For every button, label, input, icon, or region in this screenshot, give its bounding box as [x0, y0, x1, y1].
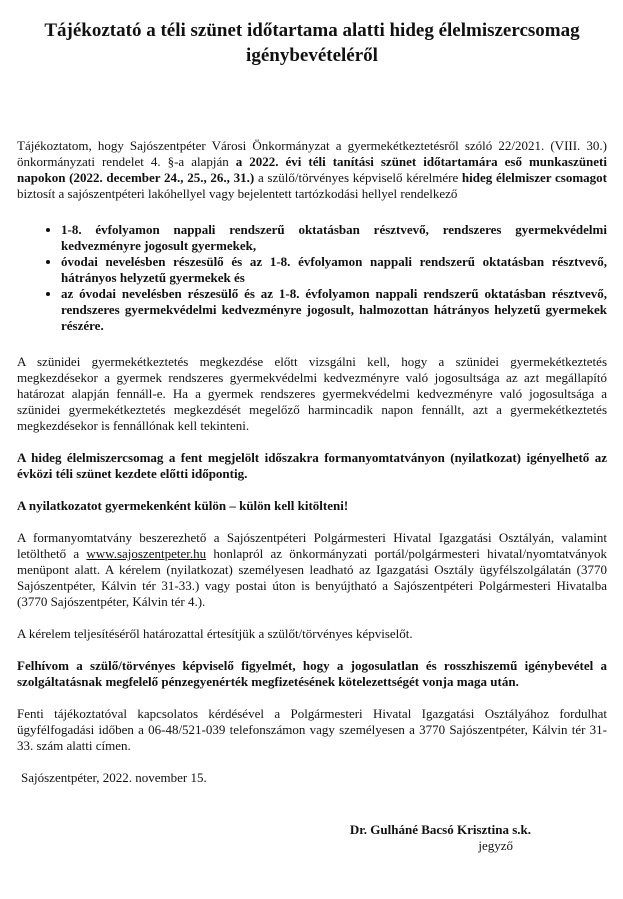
intro-text-3: biztosít a sajószentpéteri lakóhellyel vagy bejelentett tartózkodási hellyel rendelkező: [17, 186, 458, 201]
website-link[interactable]: www.sajoszentpeter.hu: [86, 546, 207, 561]
form-deadline-paragraph: [17, 450, 607, 482]
list-item: • 1-8. évfolyamon nappali rendszerű oktatásban résztvevő, rendszeres gyermekvédelmi kedvezményre jogosult gyermekek,: [61, 222, 607, 254]
document: [17, 18, 607, 854]
list-item: • az óvodai nevelésben részesülő és az 1-8. évfolyamon nappali rendszerű oktatásban résztvevő, rendszeres gyermekvédelmi kedvezményre jogosult, halmozottan hátrányos helyzetű gyermekek részére.: [61, 286, 607, 334]
obtain-form-paragraph: [17, 530, 607, 610]
per-child-paragraph: [17, 498, 607, 514]
document-date: Sajószentpéter, 2022. november 15.: [21, 770, 207, 785]
obtain-text-1: A formanyomtatvány beszerezhető a Sajószentpéteri Polgármesteri Hivatal Igazgatási Osztályán, valamint letölthető a: [17, 530, 607, 561]
intro-text-2: a szülő/törvényes képviselő kérelmére: [254, 170, 462, 185]
contact-paragraph: Fenti tájékoztatóval kapcsolatos kérdésével a Polgármesteri Hivatal Igazgatási Osztályához fordulhat ügyfélfogadási időben a 06-48/521-039 telefonszámon vagy személyesen a 3770 Sajószentpéter, Kálvin tér 31-33. szám alatti címen.: [17, 706, 607, 753]
warning-text: Felhívom a szülő/törvényes képviselő figyelmét, hogy a jogosulatlan és rosszhiszemű igénybevétel a szolgáltatásnak megfelelő pénzegyenérték megfizetésének kötelezettségét vonja maga után.: [17, 658, 607, 689]
document-title: Tájékoztató a téli szünet időtartama alatti hideg élelmiszercsomag igénybevételéről: [44, 20, 580, 66]
obtain-text-2: honlapról az önkormányzati portál/polgármesteri hivatal/nyomtatványok menüpont alatt. A kérelem (nyilatkozat) személyesen leadható az Igazgatási Osztály ügyfélszolgálatán (3770 Sajószentpéter, Kálvin tér 31-33.) vagy postai úton is benyújtható a Sajószentpéteri Polgármesteri Hivatalba (3770 Sajószentpéter, Kálvin tér 4.).: [17, 546, 607, 609]
signature-block: [17, 822, 607, 854]
signature-role: jegyző: [478, 838, 513, 853]
intro-text-1: Tájékoztatom, hogy Sajószentpéter Városi Önkormányzat a gyermekétkeztetésről szóló 22/2021. (VIII. 30.) önkormányzati rendelet 4. §-a alapján: [17, 138, 607, 169]
notify-paragraph: A kérelem teljesítéséről határozattal értesítjük a szülőt/törvényes képviselőt.: [17, 626, 413, 641]
eligibility-paragraph: A szünidei gyermekétkeztetés megkezdése előtt vizsgálni kell, hogy a szünidei gyermekétkeztetés megkezdésekor a gyermek rendszeres gyermekvédelmi kedvezményre való jogosultsága az azt megállapító határozat alapján fennáll-e. Ha a gyermek rendszeres gyermekvédelmi kedvezményre való jogosultsága a szünidei gyermekétkeztetés megkezdését megelőző harmincadik napon fennállt, azt a gyermekétkeztetés megkezdésekor is fennállónak kell tekinteni.: [17, 354, 607, 433]
intro-package: hideg élelmiszer csomagot: [461, 170, 608, 185]
intro-period: a 2022. évi téli tanítási szünet időtartamára eső munkaszüneti napokon (2022. december 24., 25., 26., 31.): [17, 154, 607, 185]
warning-paragraph: [17, 658, 607, 690]
form-deadline-text: A hideg élelmiszercsomag a fent megjelölt időszakra formanyomtatványon (nyilatkozat) igényelhető az évközi téli szünet kezdete előtti időpontig.: [17, 450, 607, 481]
signature-name: Dr. Gulháné Bacsó Krisztina s.k.: [349, 822, 531, 837]
list-item: • óvodai nevelésben részesülő és az 1-8. évfolyamon nappali rendszerű oktatásban résztvevő, hátrányos helyzetű gyermekek és: [61, 254, 607, 286]
per-child-text: A nyilatkozatot gyermekenként külön – külön kell kitölteni!: [17, 498, 349, 513]
eligible-groups-list: [17, 222, 607, 334]
intro-paragraph: [17, 138, 607, 202]
